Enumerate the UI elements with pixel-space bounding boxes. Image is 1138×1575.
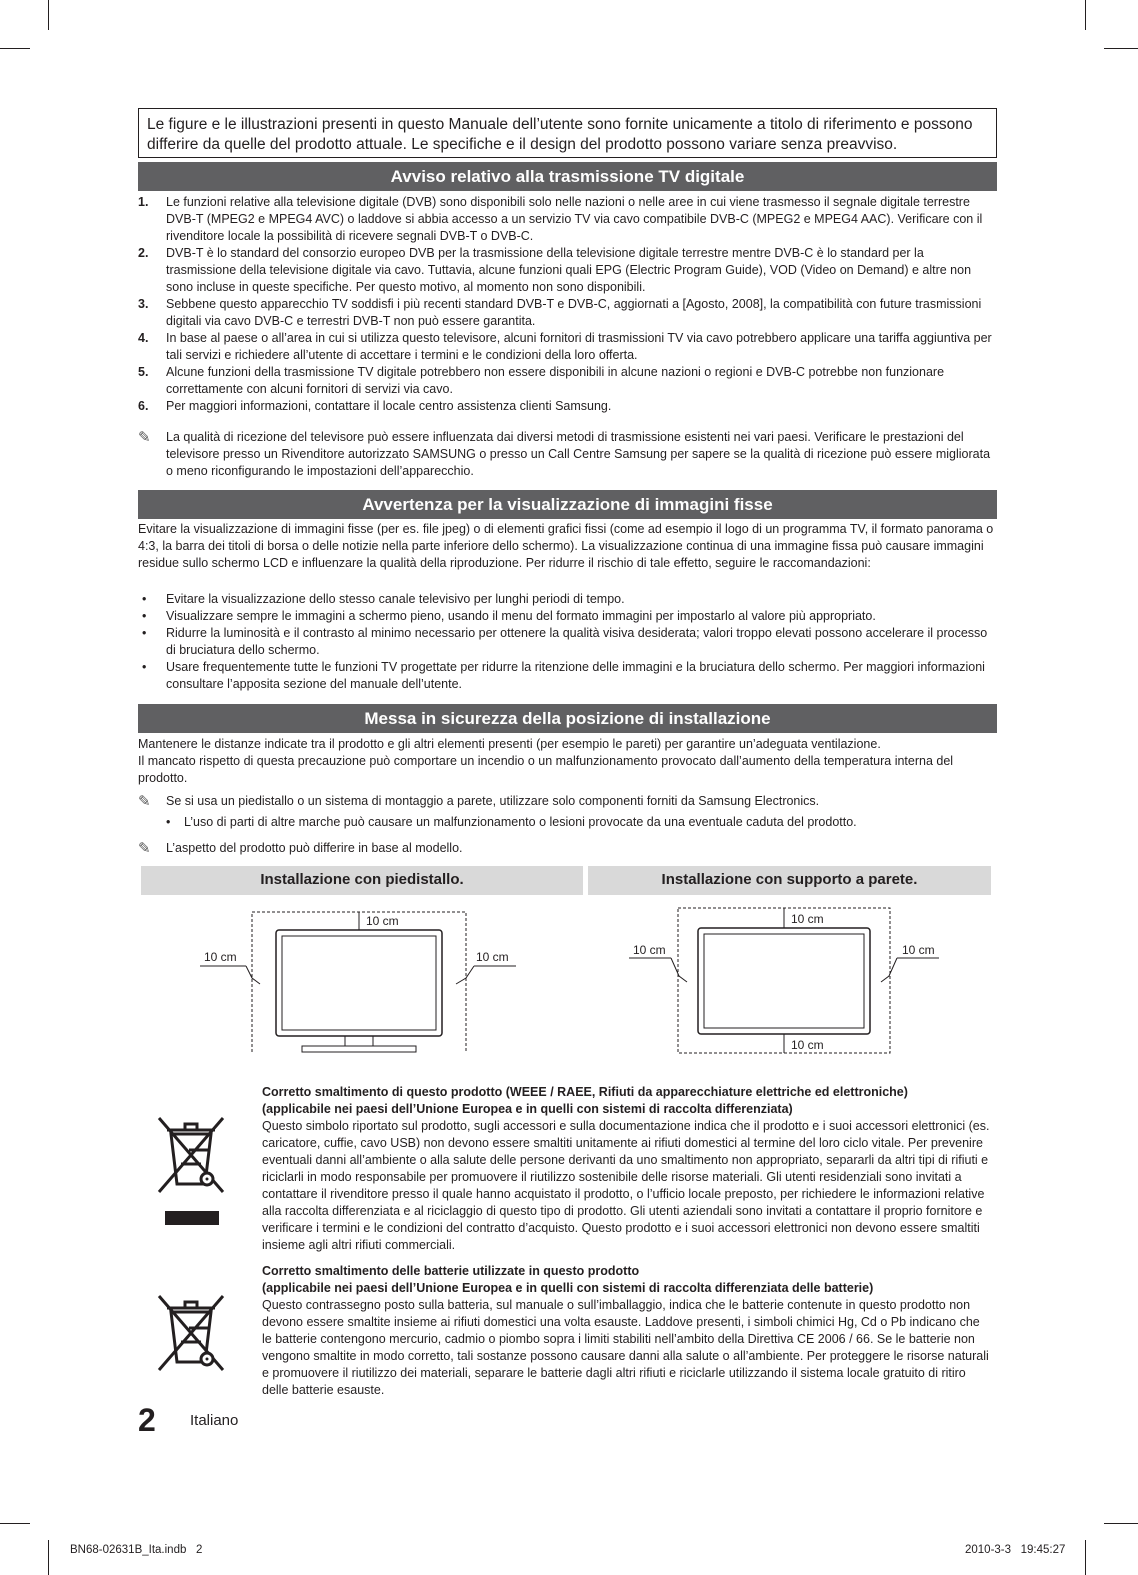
list-number: 1. xyxy=(138,195,149,209)
crop-mark xyxy=(1085,0,1086,30)
note-text: Se si usa un piedistallo o un sistema di montaggio a parete, utilizzare solo componenti forniti da Samsung Electronics. xyxy=(166,794,820,808)
dim-leader xyxy=(246,966,260,984)
note-text: L’aspetto del prodotto può differire in base al modello. xyxy=(166,841,463,855)
section-heading-digital-tv: Avviso relativo alla trasmissione TV digitale xyxy=(138,162,997,191)
stand-install-heading: Installazione con piedistallo. xyxy=(141,866,583,895)
footer-date: 2010-3-3 19:45:27 xyxy=(965,1544,1066,1556)
wall-install-heading: Installazione con supporto a parete. xyxy=(588,866,991,895)
weee-block xyxy=(262,1084,992,1254)
dim-left-label: 10 cm xyxy=(204,950,237,964)
list-item xyxy=(138,194,994,245)
crop-mark xyxy=(0,1523,30,1524)
note-reception xyxy=(138,429,994,480)
tv-base xyxy=(302,1046,416,1052)
dim-top-label: 10 cm xyxy=(366,914,399,928)
dim-left-label: 10 cm xyxy=(633,943,666,957)
weee-subtitle: (applicabile nei paesi dell’Unione Europea e in quelli con sistemi di raccolta differenziata) xyxy=(262,1102,793,1116)
list-text: Ridurre la luminosità e il contrasto al minimo necessario per ottenere la qualità visiva desiderata; valori troppo elevati possono accelerare il processo di bruciatura dello schermo. xyxy=(166,626,988,657)
list-text: Alcune funzioni della trasmissione TV digitale potrebbero non essere disponibili in alcune nazioni o regioni e DVB-C potrebbe non funzionare correttamente con alcuni fornitori di servizi via cavo. xyxy=(166,365,945,396)
list-item xyxy=(138,364,994,398)
dim-right-label: 10 cm xyxy=(902,943,935,957)
clearance-outline xyxy=(252,912,466,1052)
dim-right-label: 10 cm xyxy=(476,950,509,964)
stand-installation-diagram xyxy=(190,900,530,1060)
list-number: 4. xyxy=(138,331,149,345)
pencil-note-icon: ✎ xyxy=(138,793,151,810)
list-text: Sebbene questo apparecchio TV soddisfi i più recenti standard DVB-T e DVB-C, aggiornati a [Agosto, 2008], la compatibilità con future trasmissioni digitali via cavo DVB-C e terrestri DVB-T non può essere garantita. xyxy=(166,297,982,328)
list-item xyxy=(138,296,994,330)
tv-screen xyxy=(704,934,864,1028)
still-images-intro: Evitare la visualizzazione di immagini fisse (per es. file jpeg) o di elementi grafici fissi (come ad esempio il logo di un programma TV, il formato panorama o 4:3, la barra dei titoli di borsa o delle notizie nella parte inferiore dello schermo). La visualizzazione continua di una immagine fissa può causare immagini residue sullo schermo LCD e influenzare la qualità della riproduzione. Per ridurre il rischio di tale effetto, seguire le raccomandazioni: xyxy=(138,522,994,570)
list-text: Visualizzare sempre le immagini a schermo pieno, usando il menu del formato immagini per impostarlo al valore più appropriato. xyxy=(166,609,876,623)
clearance-outline xyxy=(678,908,890,1053)
dim-leader xyxy=(881,958,897,982)
list-text: L’uso di parti di altre marche può causare un malfunzionamento o lesioni provocate da una eventuale caduta del prodotto. xyxy=(184,815,857,829)
crop-mark xyxy=(1104,1523,1138,1524)
section-heading-installation: Messa in sicurezza della posizione di installazione xyxy=(138,704,997,733)
battery-body: Questo contrassegno posto sulla batteria, sul manuale o sull’imballaggio, indica che le batterie contenute in questo prodotto non devono essere smaltite insieme ai rifiuti domestici una volta esauste. Laddove presenti, i simboli chimici Hg, Cd o Pb indicano che le batterie contengono mercurio, cadmio o piombo sopra i limiti stabiliti nell’ambito della Direttiva CE 2006 / 66. Se le batterie non vengono smaltite in modo corretto, tali sostanze possono causare danni alla salute o all’ambiente. Per proteggere le risorse naturali e promuovere il riutilizzo dei materiali, separare le batterie dagli altri rifiuti e riciclarle utilizzando il sistema locale gratuito di ritiro delle batterie esauste. xyxy=(262,1298,989,1397)
dim-leader xyxy=(671,958,687,982)
language-label: Italiano xyxy=(190,1412,239,1429)
list-number: 5. xyxy=(138,365,149,379)
bullet-icon: • xyxy=(142,592,147,606)
footer-file: BN68-02631B_Ita.indb 2 xyxy=(70,1544,203,1556)
tv-screen xyxy=(282,936,436,1030)
disclaimer-box: Le figure e le illustrazioni presenti in questo Manuale dell’utente sono fornite unicamente a titolo di riferimento e possono differire da quelle del prodotto attuale. Le specifiche e il design del prodotto possono variare senza preavviso. xyxy=(138,108,997,158)
battery-subtitle: (applicabile nei paesi dell’Unione Europea e in quelli con sistemi di raccolta differenziata delle batterie) xyxy=(262,1281,874,1295)
list-number: 2. xyxy=(138,246,149,260)
pencil-note-icon: ✎ xyxy=(138,429,151,446)
dim-top-label: 10 cm xyxy=(791,912,824,926)
dim-leader xyxy=(456,966,474,984)
weee-title: Corretto smaltimento di questo prodotto (WEEE / RAEE, Rifiuti da apparecchiature elettriche ed elettroniche) xyxy=(262,1085,908,1099)
list-number: 6. xyxy=(138,399,149,413)
list-item xyxy=(138,608,994,625)
bullet-icon: • xyxy=(166,815,171,829)
crossed-out-battery-bin-icon xyxy=(155,1290,230,1380)
still-images-bullets xyxy=(138,591,994,693)
crop-mark xyxy=(48,0,49,30)
list-text: Per maggiori informazioni, contattare il locale centro assistenza clienti Samsung. xyxy=(166,399,612,413)
bullet-icon: • xyxy=(142,609,147,623)
crossed-out-bin-icon xyxy=(155,1112,230,1230)
section-heading-still-images: Avvertenza per la visualizzazione di immagini fisse xyxy=(138,490,997,519)
crop-mark xyxy=(48,1540,49,1575)
list-text: Le funzioni relative alla televisione digitale (DVB) sono disponibili solo nelle nazioni o nelle aree in cui viene trasmesso il segnale digitale terrestre DVB-T (MPEG2 e MPEG4 AVC) o laddove si abbia accesso a un servizio TV via cavo compatibile DVB-C (MPEG2 e MPEG4 AAC). Verificare con il rivenditore locale la possibilità di ricevere segnali DVB-T o DVB-C. xyxy=(166,195,983,243)
crop-mark xyxy=(1085,1540,1086,1575)
list-item xyxy=(138,245,994,296)
tv-frame xyxy=(698,928,870,1034)
list-item xyxy=(138,625,994,659)
note-stand xyxy=(138,793,994,810)
installation-intro-1: Mantenere le distanze indicate tra il prodotto e gli altri elementi presenti (per esempio le pareti) per garantire un’adeguata ventilazione. xyxy=(138,737,881,751)
note-text: La qualità di ricezione del televisore può essere influenzata dai diversi metodi di trasmissione esistenti nei vari paesi. Verificare le prestazioni del televisore presso un Rivenditore autorizzato SAMSUNG o presso un Call Centre Samsung per sapere se la qualità di ricezione può essere migliorata o meno riconfigurando le impostazioni dell’apparecchio. xyxy=(166,430,991,478)
tv-frame xyxy=(276,930,442,1036)
list-text: DVB-T è lo standard del consorzio europeo DVB per la trasmissione della televisione digitale terrestre mentre DVB-C è lo standard per la trasmissione della televisione digitale via cavo. Tuttavia, alcune funzioni quali EPG (Electric Program Guide), VOD (Video on Demand) e altre non sono incluse in queste specifiche. Per questo motivo, al momento non sono disponibili. xyxy=(166,246,972,294)
pencil-note-icon: ✎ xyxy=(138,840,151,857)
list-item xyxy=(138,330,994,364)
list-item xyxy=(138,659,994,693)
dim-bottom-label: 10 cm xyxy=(791,1038,824,1052)
list-item xyxy=(138,398,994,415)
installation-intro-2: Il mancato rispetto di questa precauzione può comportare un incendio o un malfunzionamento provocato dall’aumento della temperatura interna del prodotto. xyxy=(138,754,954,785)
list-text: Usare frequentemente tutte le funzioni TV progettate per ridurre la ritenzione delle immagini e la bruciatura dello schermo. Per maggiori informazioni consultare l’apposita sezione del manuale dell’utente. xyxy=(166,660,985,691)
tv-neck xyxy=(345,1036,373,1046)
crop-mark xyxy=(1104,48,1138,49)
weee-body: Questo simbolo riportato sul prodotto, sugli accessori e sulla documentazione indica che il prodotto e i suoi accessori elettronici (es. caricatore, cuffie, cavo USB) non devono essere smaltiti unitamente ai rifiuti domestici al termine del loro ciclo vitale. Per prevenire eventuali danni all’ambiente o alla salute delle persone derivanti da uno smaltimento non appropriato, separarli da altri tipi di rifiuti e riciclarli in modo responsabile per promuovere il riutilizzo sostenibile delle risorse materiali. Gli utenti residenziali sono invitati a contattare il rivenditore presso il quale hanno acquistato il prodotto, o l’ufficio locale preposto, per richiedere le informazioni relative alla raccolta differenziata e al riciclaggio di questo tipo di prodotto. Gli utenti aziendali sono invitati a contattare il proprio fornitore e verificare i termini e le condizioni del contratto d’acquisto. Questo prodotto e i suoi accessori elettronici non devono essere smaltiti insieme agli altri rifiuti commerciali. xyxy=(262,1119,990,1252)
list-number: 3. xyxy=(138,297,149,311)
page-number: 2 xyxy=(138,1402,156,1438)
battery-title: Corretto smaltimento delle batterie utilizzate in questo prodotto xyxy=(262,1264,640,1278)
bullet-icon: • xyxy=(142,626,147,640)
wall-installation-diagram xyxy=(625,900,945,1060)
bullet-icon: • xyxy=(142,660,147,674)
list-text: Evitare la visualizzazione dello stesso canale televisivo per lunghi periodi di tempo. xyxy=(166,592,625,606)
crop-mark xyxy=(0,48,30,49)
digital-tv-list xyxy=(138,194,994,415)
sub-bullet xyxy=(166,814,986,831)
list-item xyxy=(138,591,994,608)
list-text: In base al paese o all’area in cui si utilizza questo televisore, alcuni fornitori di trasmissioni TV via cavo potrebbero applicare una tariffa aggiuntiva per tali servizi e richiedere all’utente di accettare i termini e le condizioni della loro offerta. xyxy=(166,331,992,362)
note-appearance xyxy=(138,840,994,857)
battery-block xyxy=(262,1263,992,1399)
